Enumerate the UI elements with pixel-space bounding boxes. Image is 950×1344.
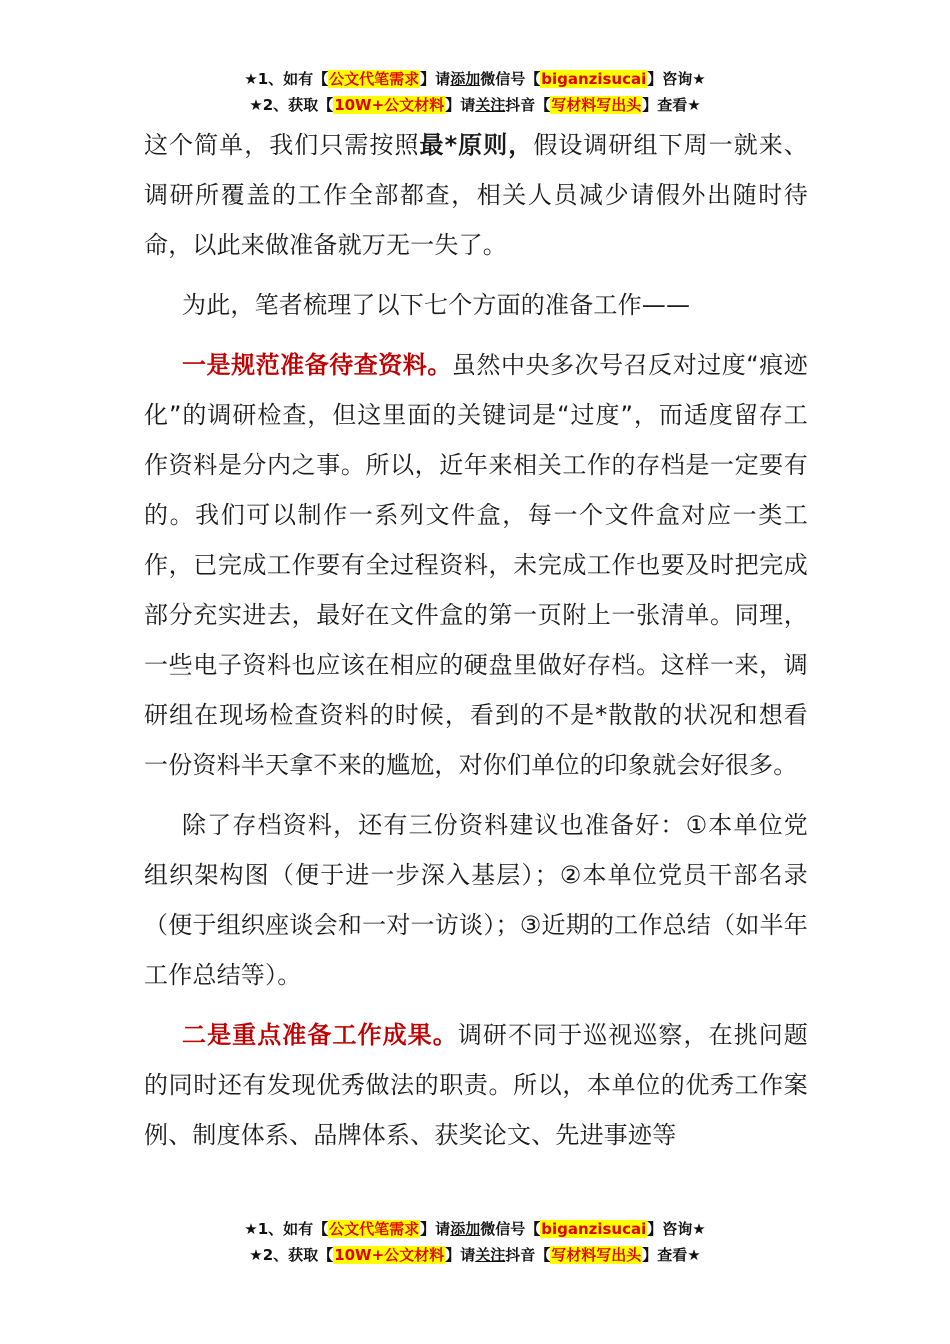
banner-text: 微信号【	[480, 70, 541, 88]
highlight-douyin-id: 写材料写出头	[551, 1246, 642, 1264]
banner-text: 抖音【	[505, 1246, 551, 1264]
banner-text: ★2、获取【	[249, 1246, 334, 1264]
banner-underlined: 关注	[475, 1246, 506, 1264]
banner-underlined: 关注	[475, 96, 506, 114]
paragraph-intro	[144, 120, 808, 270]
banner-text: ★1、如有【	[244, 70, 329, 88]
paragraph-text: 这个简单，我们只需按照	[144, 131, 420, 159]
paragraph-text: 虽然中央多次号召反对过度“痕迹化”的调研检查，但这里面的关键词是“过度”，而适度留存工作资料是分内之事。所以，近年来相关工作的存档是一定要有的。我们可以制作一系列文件盒，每一个文件盒对应一类工作，已完成工作要有全过程资料，未完成工作也要及时把完成部分充实进去，最好在文件盒的第一页附上一张清单。同理，一些电子资料也应该在相应的硬盘里做好存档。这样一来，调研组在现场检查资料的时候，看到的不是*散散的状况和想看一份资料半天拿不来的尴尬，对你们单位的印象就会好很多。	[144, 351, 809, 779]
banner-line-2	[0, 1242, 950, 1268]
highlight-wechat-id: biganzisucai	[541, 1220, 647, 1238]
banner-text: 】请	[420, 1220, 451, 1238]
paragraph-materials: 除了存档资料，还有三份资料建议也准备好：①本单位党组织架构图（便于进一步深入基层）；②本单位党员干部名录（便于组织座谈会和一对一访谈）；③近期的工作总结（如半年工作总结等）。	[144, 811, 808, 989]
banner-text: 抖音【	[505, 96, 551, 114]
paragraph-point-two	[144, 1010, 808, 1160]
banner-text: 】查看★	[642, 96, 701, 114]
banner-text: 】查看★	[642, 1246, 701, 1264]
banner-text: 】请	[420, 70, 451, 88]
banner-text: 微信号【	[480, 1220, 541, 1238]
section-heading: 二是重点准备工作成果。	[182, 1021, 458, 1049]
highlight-wechat-id: biganzisucai	[541, 70, 647, 88]
highlight-douyin-id: 写材料写出头	[551, 96, 642, 114]
banner-text: 】咨询★	[647, 70, 706, 88]
banner-text: 】咨询★	[647, 1220, 706, 1238]
banner-text: ★2、获取【	[249, 96, 334, 114]
footer-banner	[0, 1216, 950, 1268]
banner-line-2	[0, 92, 950, 118]
paragraph-point-one	[144, 340, 808, 790]
banner-line-1	[0, 1216, 950, 1242]
highlight-materials: 10W+公文材料	[334, 96, 445, 114]
banner-line-1	[0, 66, 950, 92]
highlight-materials: 10W+公文材料	[334, 1246, 445, 1264]
highlight-service: 公文代笔需求	[329, 1220, 420, 1238]
paragraph-text: 假设调研组下周一就来、调研所覆盖的工作全部都查，相关人员减少请假外出随时待命，以此来做准备就万无一失了。	[144, 131, 809, 259]
highlight-service: 公文代笔需求	[329, 70, 420, 88]
banner-text: 】请	[445, 1246, 476, 1264]
paragraph-overview: 为此，笔者梳理了以下七个方面的准备工作——	[182, 291, 691, 319]
banner-text: ★1、如有【	[244, 1220, 329, 1238]
header-banner	[0, 66, 950, 118]
banner-underlined: 添加	[450, 70, 481, 88]
section-heading: 一是规范准备待查资料。	[182, 351, 452, 379]
paragraph-text: 调研不同于巡视巡察，在挑问题的同时还有发现优秀做法的职责。所以，本单位的优秀工作案例、制度体系、品牌体系、获奖论文、先进事迹等	[144, 1021, 808, 1149]
banner-text: 】请	[445, 96, 476, 114]
bold-phrase: 最*原则，	[419, 131, 534, 159]
document-body	[144, 120, 808, 1170]
banner-underlined: 添加	[450, 1220, 481, 1238]
